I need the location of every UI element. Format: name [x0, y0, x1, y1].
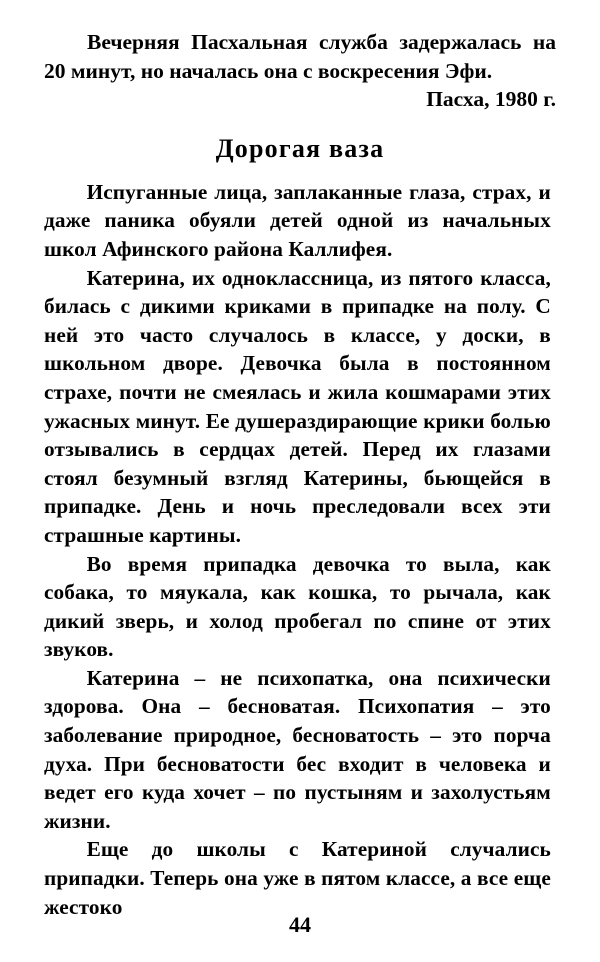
page-title: Дорогая ваза	[215, 133, 385, 163]
paragraph-3: Во время припадка девочка то выла, как собака, то мяукала, как кошка, то рычала, как дикий зверь, и холод пробегал по спине от этих звуков.	[44, 551, 551, 662]
paragraph-4: Катерина – не психопатка, она психически здорова. Она – бесноватая. Психопатия – это заболевание природное, бесноватость – это порча духа. При бесноватости бес входит в человека и ведет его куда хочет – по пустыням и захолустьям жизни.	[44, 665, 551, 833]
paragraph-2: Катерина, их одноклассница, из пятого класса, билась с дикими криками в припадке на полу. С ней это часто случалось в классе, у доски, в школьном дворе. Девочка была в постоянном страхе, почти не смеялась и жила кошмарами этих ужасных минут. Ее душераздирающие крики болью отзывались в сердцах детей. Перед их глазами стоял безумный взгляд Катерины, бьющейся в припадке. День и ночь преследовали всех эти страшные картины.	[44, 265, 551, 547]
signature-line: Пасха, 1980 г.	[426, 87, 556, 112]
body-text	[44, 178, 556, 921]
opening-paragraph: Вечерняя Пасхальная служба задержалась на 20 минут, но началась она с воскресения Эфи.	[44, 30, 556, 83]
paragraph-5: Еще до школы с Катериной случались припадки. Теперь она уже в пятом классе, а все еще жестоко	[44, 837, 551, 919]
page-number: 44	[289, 912, 311, 937]
paragraph-1: Испуганные лица, заплаканные глаза, страх, и даже паника обуяли детей одной из начальных школ Афинского района Каллифея.	[44, 179, 551, 261]
